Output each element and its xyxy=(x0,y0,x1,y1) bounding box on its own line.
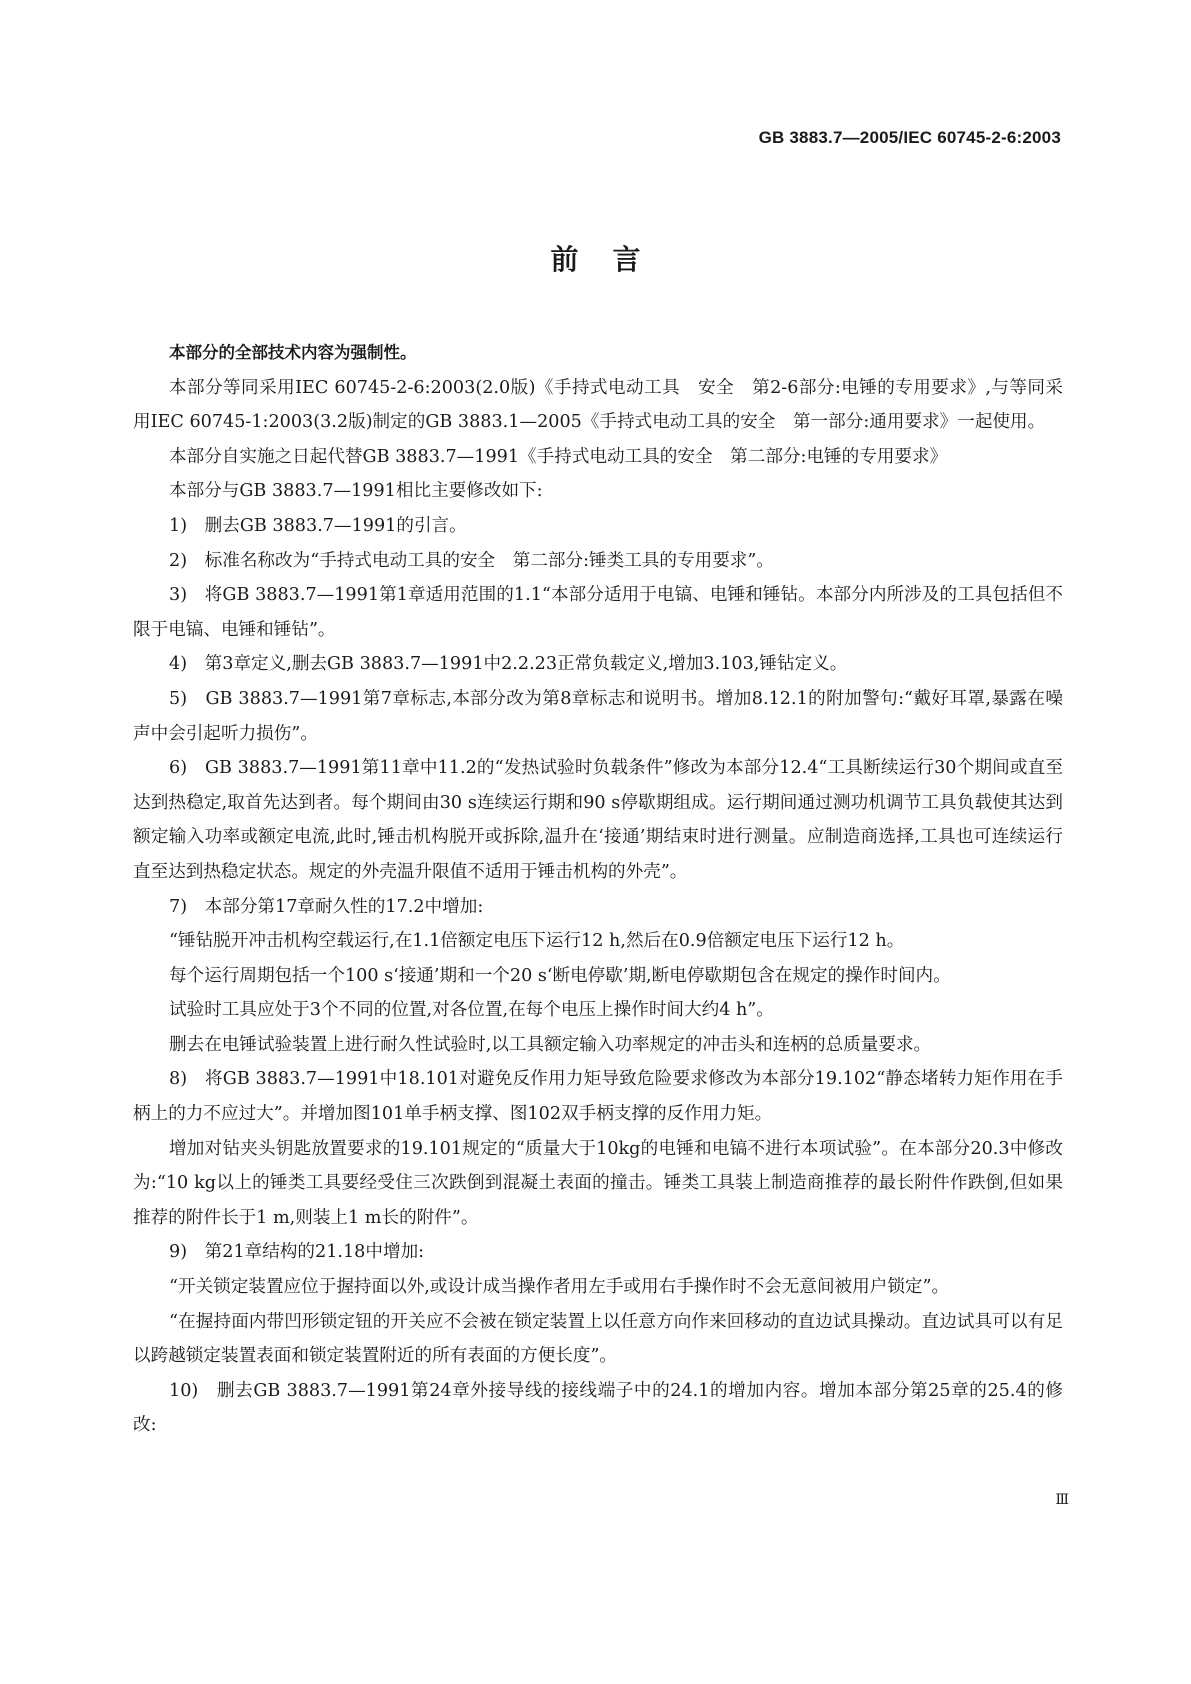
standard-code-header: GB 3883.7—2005/IEC 60745-2-6:2003 xyxy=(758,128,1061,147)
list-item: 7) 本部分第17章耐久性的17.2中增加: xyxy=(169,896,484,917)
list-item: 4) 第3章定义,删去GB 3883.7—1991中2.2.23正常负载定义,增加3.103,锤钻定义。 xyxy=(169,654,848,675)
list-item: 8) 将GB 3883.7—1991中18.101对避免反作用力矩导致危险要求修改为本部分19.102“静态堵转力矩作用在手柄上的力不应过大”。并增加图101单手柄支撑、图102双手柄支撑的反作用力矩。 xyxy=(133,1069,1063,1125)
paragraph: “开关锁定装置应位于握持面以外,或设计成当操作者用左手或用右手操作时不会无意间被用户锁定”。 xyxy=(169,1277,950,1298)
paragraph: 本部分等同采用IEC 60745-2-6:2003(2.0版)《手持式电动工具 安全 第2-6部分:电锤的专用要求》,与等同采用IEC 60745-1:2003(3.2版)制定的GB 3883.1—2005《手持式电动工具的安全 第一部分:通用要求》一起使用。 xyxy=(133,377,1063,433)
paragraph: 本部分自实施之日起代替GB 3883.7—1991《手持式电动工具的安全 第二部分:电锤的专用要求》 xyxy=(169,446,948,467)
body-text xyxy=(133,336,1063,1443)
mandatory-statement: 本部分的全部技术内容为强制性。 xyxy=(169,343,417,362)
list-item: 1) 删去GB 3883.7—1991的引言。 xyxy=(169,515,467,536)
page-number: Ⅲ xyxy=(1055,1492,1069,1508)
paragraph: 删去在电锤试验装置上进行耐久性试验时,以工具额定输入功率规定的冲击头和连柄的总质量要求。 xyxy=(169,1034,932,1055)
list-item: 10) 删去GB 3883.7—1991第24章外接导线的接线端子中的24.1的增加内容。增加本部分第25章的25.4的修改: xyxy=(133,1380,1063,1436)
page-title: 前言 xyxy=(550,243,675,276)
list-item: 9) 第21章结构的21.18中增加: xyxy=(169,1242,425,1263)
paragraph: 每个运行周期包括一个100 s‘接通’期和一个20 s‘断电停歇’期,断电停歇期包含在规定的操作时间内。 xyxy=(169,965,951,986)
paragraph: “锤钻脱开冲击机构空载运行,在1.1倍额定电压下运行12 h,然后在0.9倍额定电压下运行12 h。 xyxy=(169,931,905,952)
list-item: 6) GB 3883.7—1991第11章中11.2的“发热试验时负载条件”修改为本部分12.4“工具断续运行30个期间或直至达到热稳定,取首先达到者。每个期间由30 s连续运行期和90 s停歇期组成。运行期间通过测功机调节工具负载使其达到额定输入功率或额定电流,此时,锤击机构脱开或拆除,温升在‘接通’期结束时进行测量。应制造商选择,工具也可连续运行直至达到热稳定状态。规定的外壳温升限值不适用于锤击机构的外壳”。 xyxy=(133,758,1063,882)
paragraph: 试验时工具应处于3个不同的位置,对各位置,在每个电压上操作时间大约4 h”。 xyxy=(169,1000,774,1021)
list-item: 3) 将GB 3883.7—1991第1章适用范围的1.1“本部分适用于电镐、电锤和锤钻。本部分内所涉及的工具包括但不限于电镐、电锤和锤钻”。 xyxy=(133,585,1063,640)
paragraph: 增加对钻夹头钥匙放置要求的19.101规定的“质量大于10kg的电锤和电镐不进行本项试验”。在本部分20.3中修改为:“10 kg以上的锤类工具要经受住三次跌倒到混凝土表面的撞击。锤类工具装上制造商推荐的最长附件作跌倒,但如果推荐的附件长于1 m,则装上1 m长的附件”。 xyxy=(133,1138,1063,1228)
list-item: 5) GB 3883.7—1991第7章标志,本部分改为第8章标志和说明书。增加8.12.1的附加警句:“戴好耳罩,暴露在噪声中会引起听力损伤”。 xyxy=(133,688,1063,744)
paragraph: 本部分与GB 3883.7—1991相比主要修改如下: xyxy=(169,481,543,502)
list-item: 2) 标准名称改为“手持式电动工具的安全 第二部分:锤类工具的专用要求”。 xyxy=(169,550,774,571)
paragraph: “在握持面内带凹形锁定钮的开关应不会被在锁定装置上以任意方向作来回移动的直边试具操动。直边试具可以有足以跨越锁定装置表面和锁定装置附近的所有表面的方便长度”。 xyxy=(133,1311,1063,1367)
